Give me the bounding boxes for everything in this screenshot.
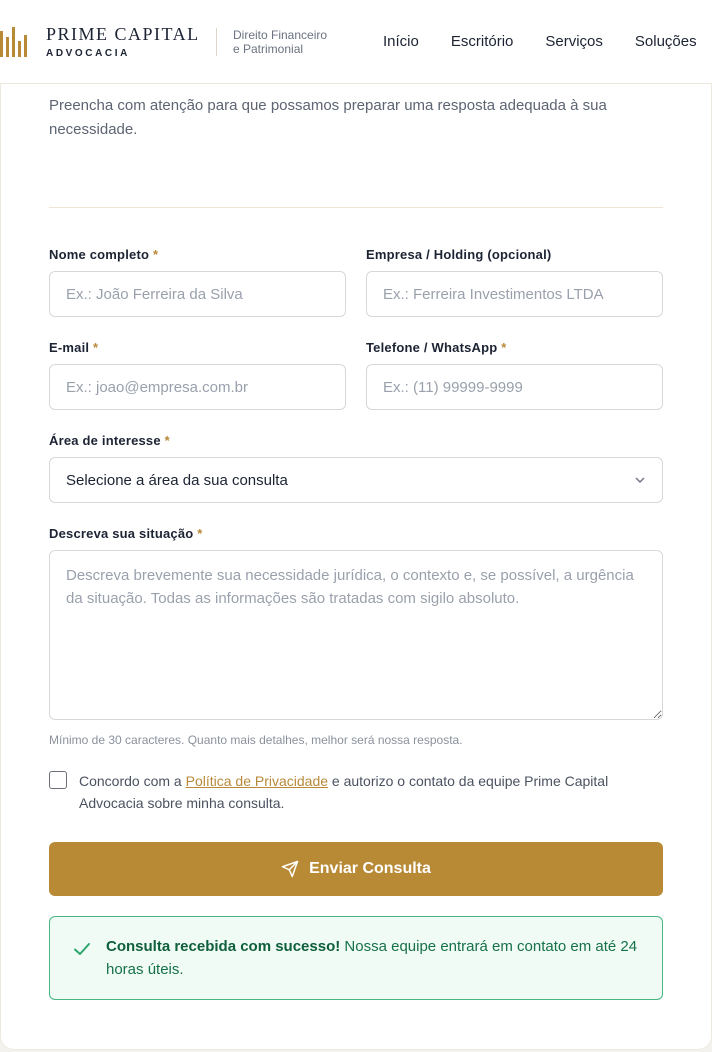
nav-link-inicio[interactable]: Início bbox=[383, 33, 419, 50]
area-label-text: Área de interesse bbox=[49, 433, 161, 448]
company-input[interactable] bbox=[366, 271, 663, 317]
submit-button-label: Enviar Consulta bbox=[309, 860, 431, 877]
logo-bars-icon bbox=[0, 27, 32, 57]
name-label-text: Nome completo bbox=[49, 247, 150, 262]
checkmark-icon bbox=[72, 939, 92, 959]
tagline-line-1: Direito Financeiro bbox=[233, 28, 328, 42]
brand-tagline bbox=[233, 28, 353, 56]
area-select-value: Selecione a área da sua consulta bbox=[66, 471, 288, 489]
required-marker: * bbox=[501, 340, 507, 355]
company-label-text: Empresa / Holding (opcional) bbox=[366, 247, 552, 262]
required-marker: * bbox=[197, 526, 203, 541]
site-header bbox=[0, 0, 712, 84]
email-label-text: E-mail bbox=[49, 340, 90, 355]
section-divider bbox=[49, 207, 663, 208]
chevron-down-icon bbox=[634, 474, 646, 486]
description-label bbox=[49, 526, 202, 542]
send-icon bbox=[281, 860, 299, 878]
phone-label bbox=[366, 340, 506, 356]
brand-name: PRIME CAPITAL bbox=[46, 24, 200, 44]
success-alert bbox=[49, 916, 663, 1000]
brand-logo[interactable] bbox=[46, 24, 200, 60]
phone-input[interactable] bbox=[366, 364, 663, 410]
consent-text-before: Concordo com a bbox=[79, 773, 186, 789]
area-select[interactable] bbox=[49, 457, 663, 503]
description-textarea[interactable] bbox=[49, 550, 663, 720]
form-intro-text: Preencha com atenção para que possamos preparar uma resposta adequada à sua necessidade. bbox=[49, 97, 607, 138]
area-label bbox=[49, 433, 170, 449]
required-marker: * bbox=[164, 433, 170, 448]
email-label bbox=[49, 340, 98, 356]
consent-text-after: e autorizo o contato da equipe Prime Capital Advocacia sobre minha consulta. bbox=[79, 773, 609, 811]
company-label bbox=[366, 247, 551, 263]
privacy-policy-link[interactable]: Política de Privacidade bbox=[185, 773, 329, 789]
tagline-line-2: e Patrimonial bbox=[233, 42, 304, 56]
name-input[interactable] bbox=[49, 271, 346, 317]
main-nav bbox=[383, 32, 712, 52]
required-marker: * bbox=[152, 247, 159, 262]
description-label-text: Descreva sua situação bbox=[49, 526, 194, 541]
brand-divider bbox=[216, 28, 217, 56]
phone-label-text: Telefone / WhatsApp bbox=[366, 340, 498, 355]
email-input[interactable] bbox=[49, 364, 346, 410]
success-message bbox=[106, 935, 646, 981]
required-marker: * bbox=[93, 340, 99, 355]
name-label bbox=[49, 247, 158, 263]
submit-consultation-button[interactable] bbox=[49, 842, 663, 896]
nav-link-servicos[interactable]: Serviços bbox=[545, 33, 603, 50]
nav-link-escritorio[interactable]: Escritório bbox=[450, 33, 514, 50]
nav-link-solucoes[interactable]: Soluções bbox=[634, 33, 697, 50]
brand-subtitle: ADVOCACIA bbox=[46, 48, 130, 59]
privacy-consent-text bbox=[79, 770, 669, 814]
description-hint: Mínimo de 30 caracteres. Quanto mais detalhes, melhor será nossa resposta. bbox=[49, 733, 463, 747]
privacy-consent-checkbox[interactable] bbox=[49, 771, 67, 789]
success-title: Consulta recebida com sucesso! bbox=[106, 938, 341, 955]
success-text: Nossa equipe entrará em contato em até 24 horas úteis. bbox=[106, 938, 638, 978]
